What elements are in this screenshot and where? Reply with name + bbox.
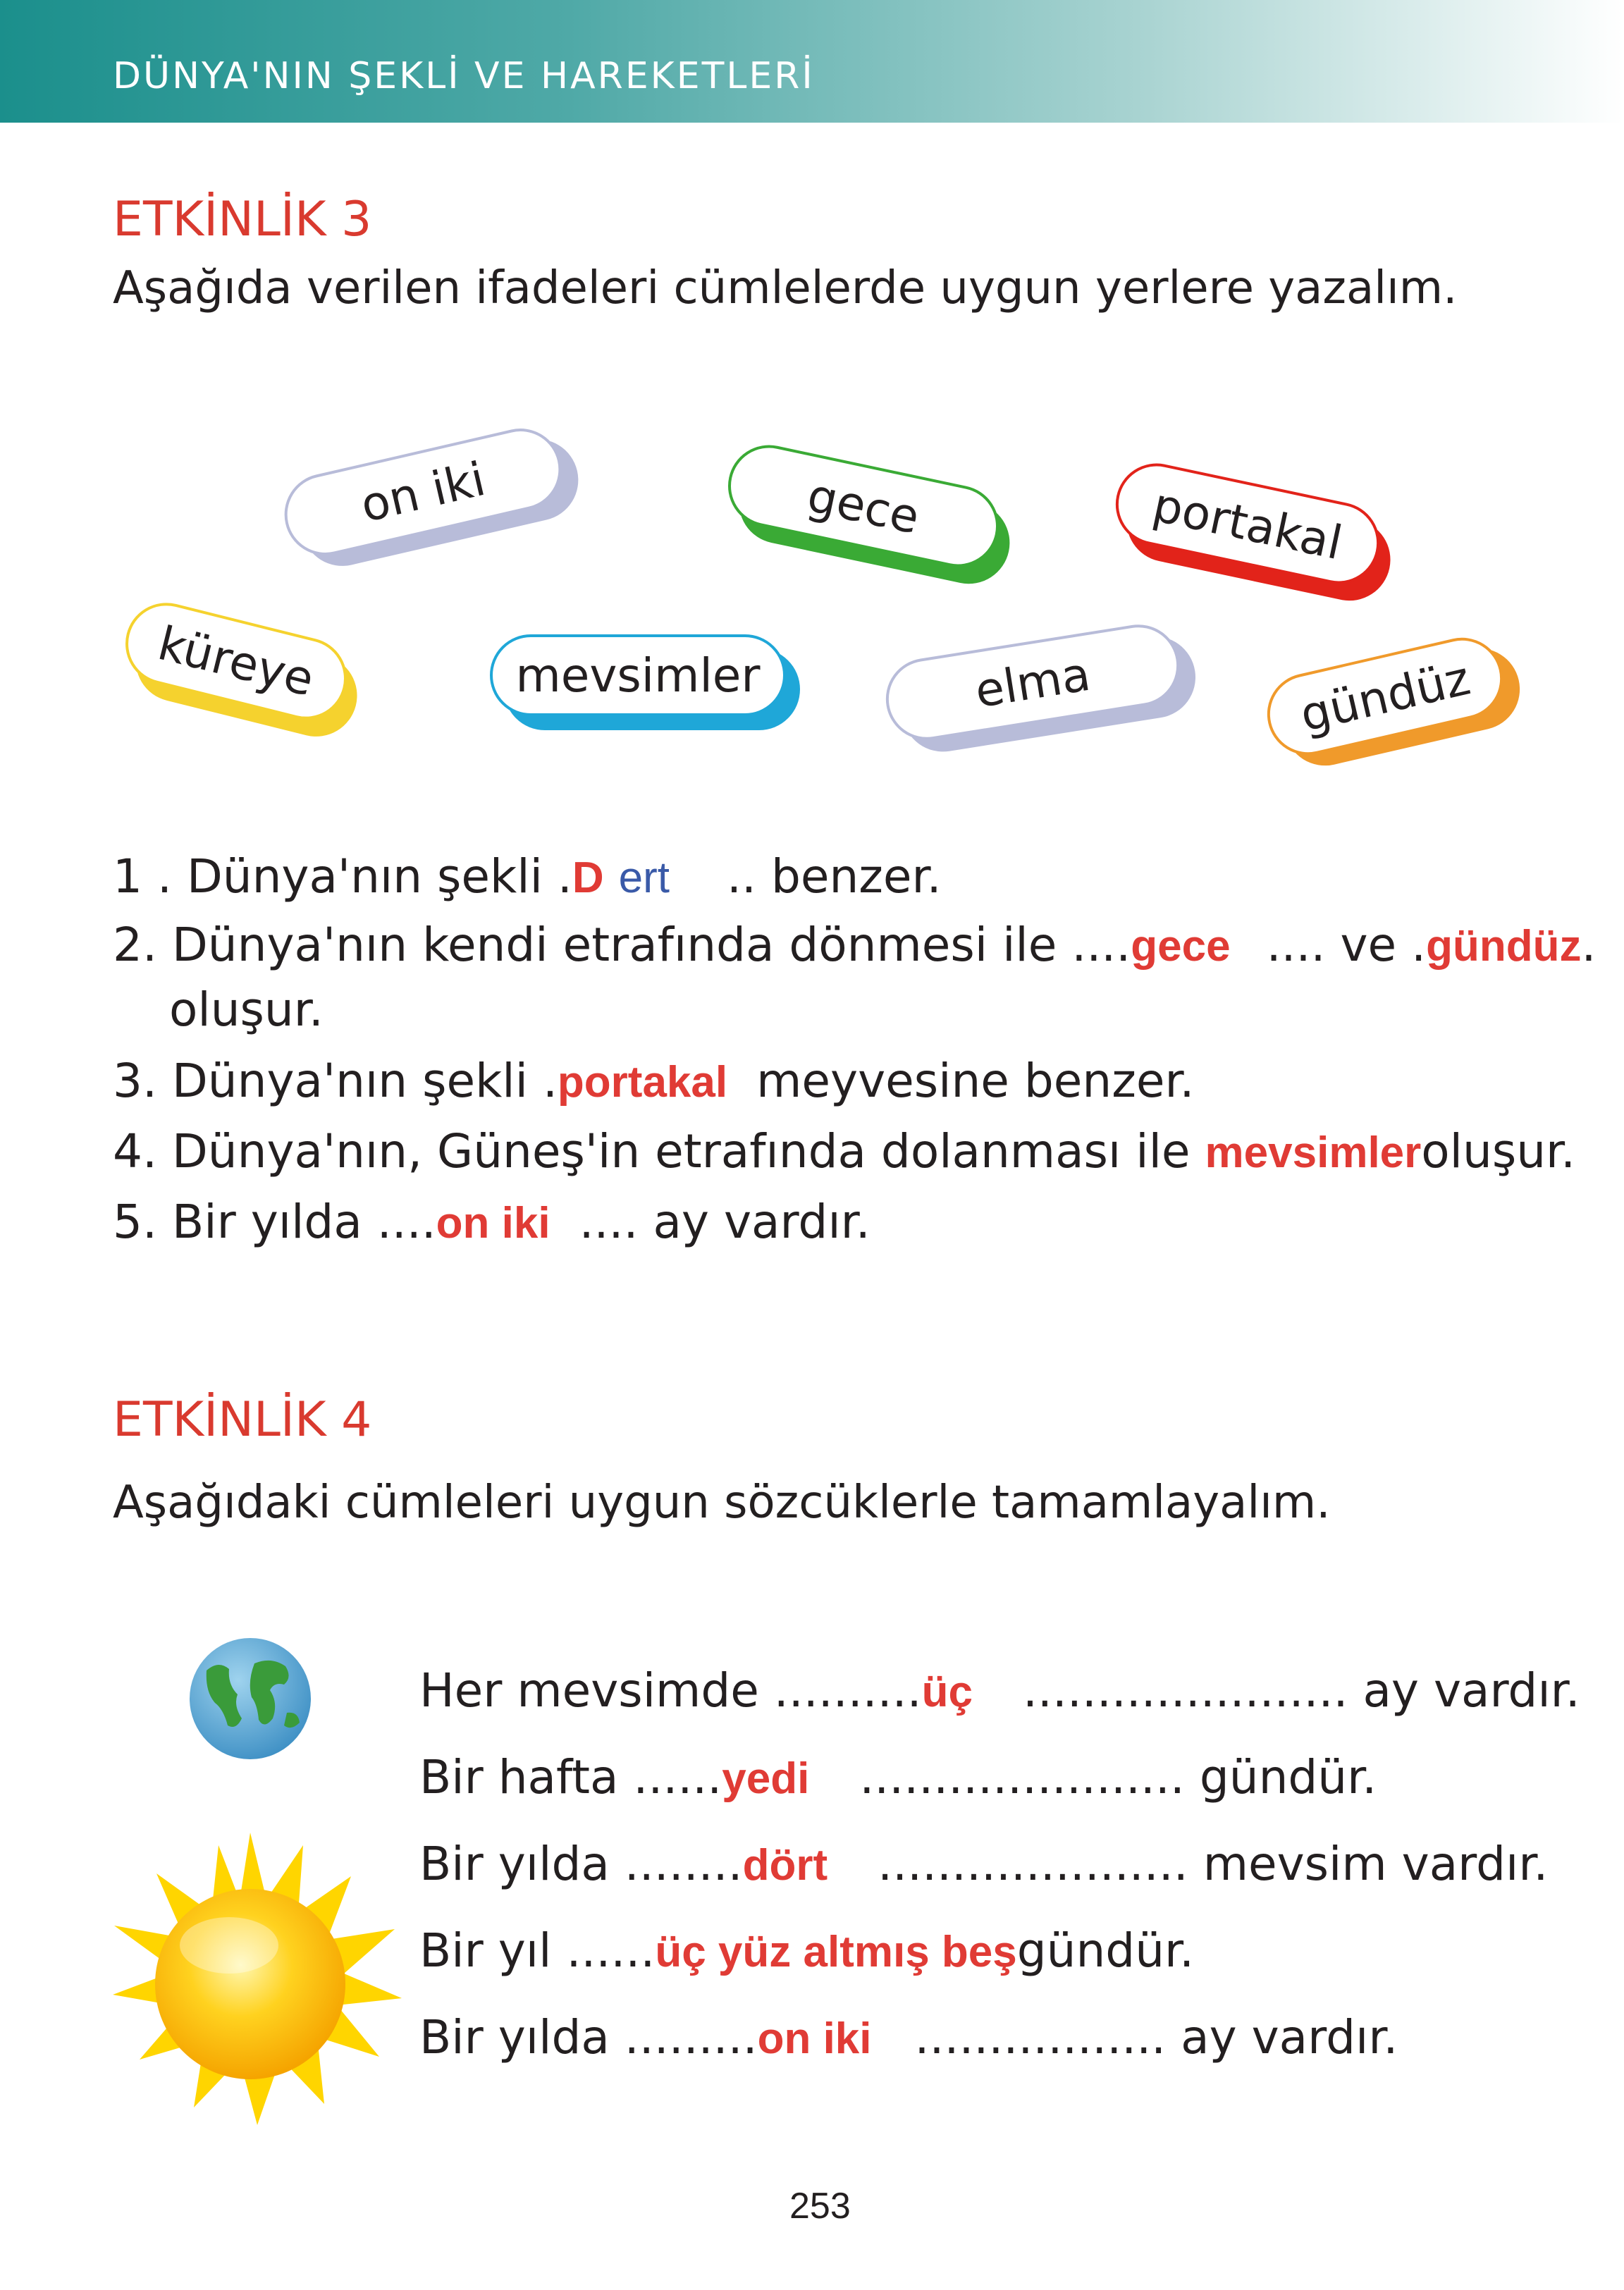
word-card-gunduz: gündüz [1259,629,1511,763]
sentence-1: 1 . Dünya'nın şekli .D ert .. benzer. [113,849,942,904]
answer-line-2: yedi [722,1754,810,1803]
word-card-mevsimler: mevsimler [490,634,786,716]
answer-line-3: dört [742,1841,828,1890]
activity-4-instruction: Aşağıdaki cümleleri uygun sözcüklerle tamamlayalım. [113,1477,1331,1529]
sentence-2: 2. Dünya'nın kendi etrafında dönmesi ile ....gece .... ve .gündüz. [113,918,1597,972]
answer-4: mevsimler [1205,1128,1422,1177]
word-card-gece: gece [720,438,1007,575]
fill-line-1: Her mevsimde ..........üç ...................... ay vardır. [419,1663,1580,1718]
earth-globe-icon [187,1635,314,1762]
word-card-on-iki: on iki [276,420,570,563]
sentence-4: 4. Dünya'nın, Güneş'in etrafında dolanması ile mevsimleroluşur. [113,1124,1576,1178]
word-card-portakal: portakal [1108,456,1387,591]
word-card-kureye: küreye [117,594,356,728]
sun-icon [99,1833,402,2136]
answer-1-blue: ert [618,854,670,902]
sentence-5: 5. Bir yılda ....on iki .... ay vardır. [113,1195,871,1249]
answer-5: on iki [436,1199,550,1248]
answer-line-1: üç [921,1668,973,1716]
answer-1-red: D [572,854,604,902]
answer-3: portakal [557,1058,728,1107]
chapter-title: DÜNYA'NIN ŞEKLİ VE HAREKETLERİ [113,55,815,97]
fill-line-3: Bir yılda ........dört ..................... mevsim vardır. [419,1837,1549,1891]
fill-line-5: Bir yılda .........on iki ................. ay vardır. [419,2010,1398,2064]
activity-4-title: ETKİNLİK 4 [113,1392,372,1448]
activity-3-title: ETKİNLİK 3 [113,192,372,247]
sentence-2-continued: oluşur. [169,983,324,1037]
answer-2-gece: gece [1131,922,1231,971]
fill-line-2: Bir hafta ......yedi ...................... gündür. [419,1750,1377,1804]
sentence-3: 3. Dünya'nın şekli .portakal meyvesine benzer. [113,1054,1195,1108]
page-number: 253 [789,2186,851,2227]
fill-line-4: Bir yıl ......üç yüz altmış beşgündür. [419,1923,1195,1978]
word-card-elma: elma [880,619,1186,746]
answer-2-gunduz: gündüz [1426,922,1582,971]
activity-3-instruction: Aşağıda verilen ifadeleri cümlelerde uygun yerlere yazalım. [113,262,1458,314]
answer-line-5: on iki [757,2014,872,2063]
answer-line-4: üç yüz altmış beş [655,1928,1017,1976]
